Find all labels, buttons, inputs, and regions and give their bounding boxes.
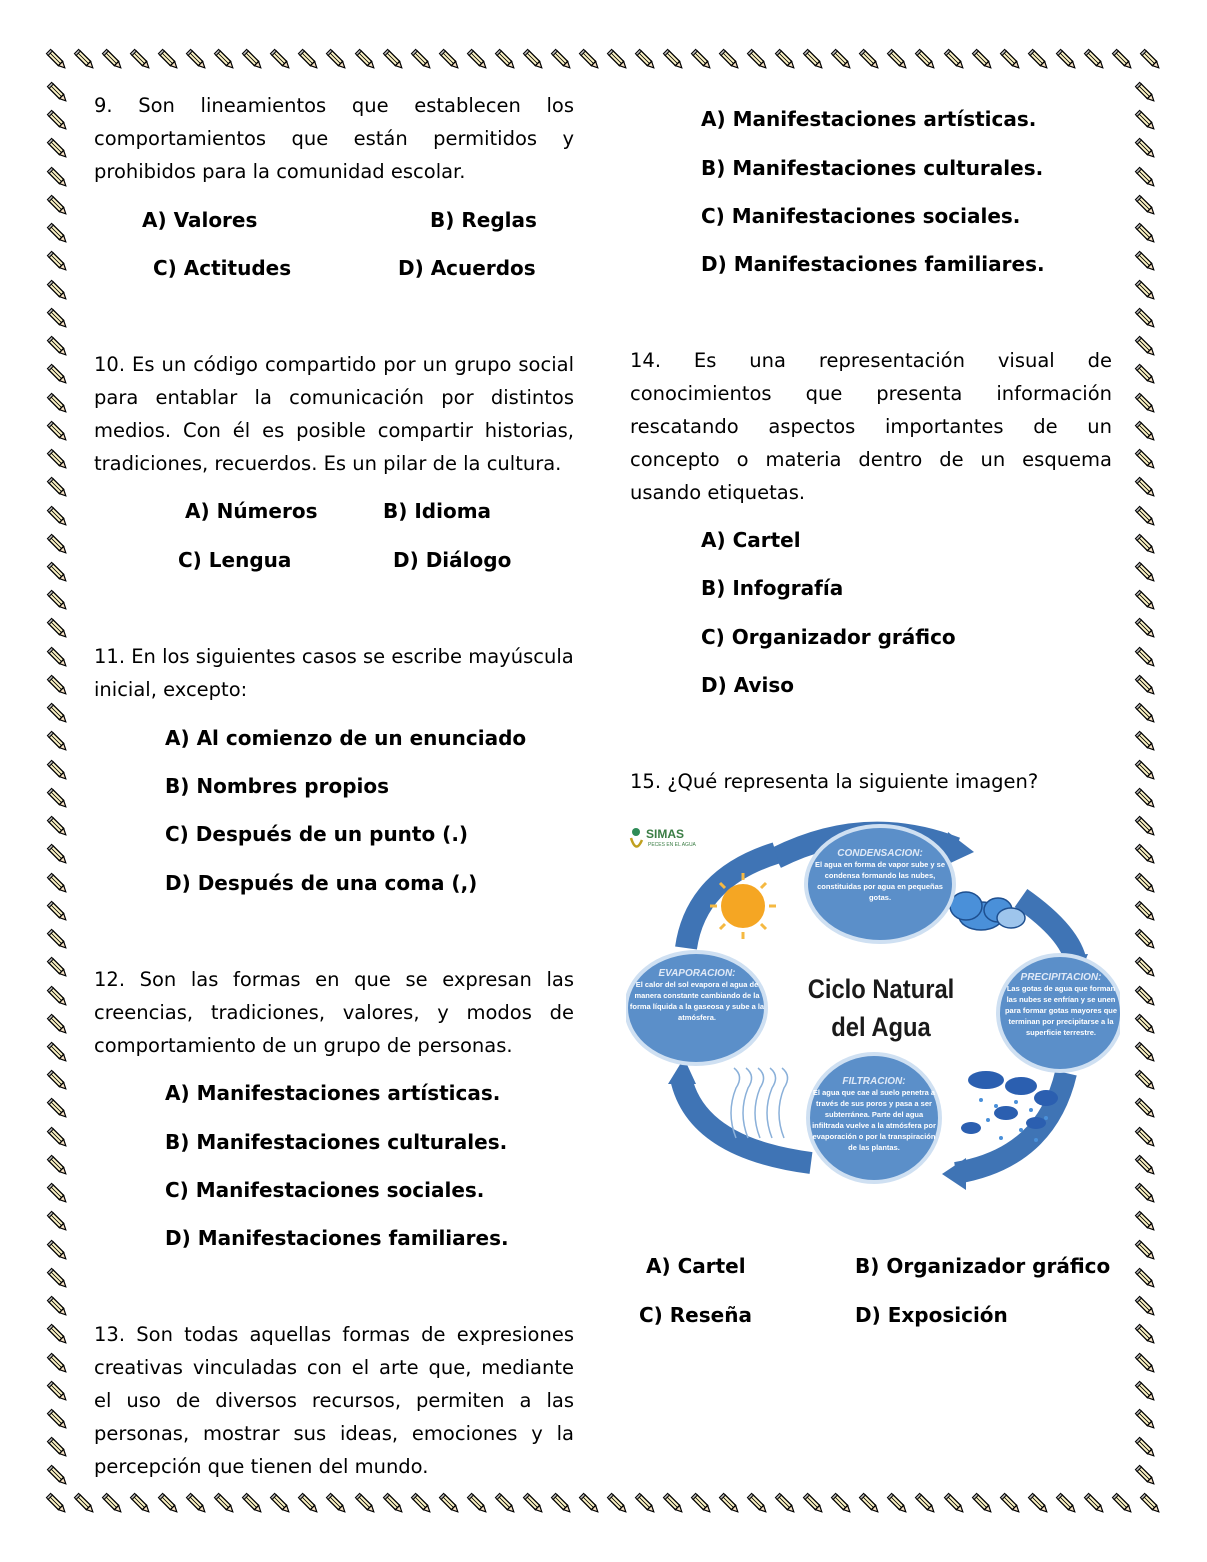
pencil-icon <box>1133 334 1159 360</box>
pencil-icon <box>1133 1040 1159 1066</box>
pencil-icon <box>493 47 519 73</box>
pencil-icon <box>1133 955 1159 981</box>
pencil-icon <box>45 136 71 162</box>
pencil-icon <box>689 1491 715 1517</box>
evaporacion-title: EVAPORACION: <box>658 968 736 979</box>
pencil-icon <box>1133 362 1159 388</box>
pencil-icon <box>1133 1407 1159 1433</box>
pencil-icon <box>970 1491 996 1517</box>
pencil-icon <box>577 1491 603 1517</box>
pencil-icon <box>296 47 322 73</box>
pencil-icon <box>437 1491 463 1517</box>
pencil-icon <box>72 47 98 73</box>
pencil-icon <box>100 47 126 73</box>
pencil-icon <box>1133 645 1159 671</box>
pencil-icon <box>240 1491 266 1517</box>
question-12-option-a[interactable]: A) Manifestaciones artísticas. <box>165 1081 501 1105</box>
pencil-icon <box>1133 80 1159 106</box>
pencil-icon <box>1133 1351 1159 1377</box>
pencil-icon <box>1133 1238 1159 1264</box>
pencil-icon <box>45 984 71 1010</box>
pencil-icon <box>45 1125 71 1151</box>
pencil-icon <box>465 47 491 73</box>
pencil-icon <box>745 1491 771 1517</box>
pencil-icon <box>1133 814 1159 840</box>
pencil-icon <box>1133 927 1159 953</box>
pencil-icon <box>998 1491 1024 1517</box>
pencil-icon <box>72 1491 98 1517</box>
pencil-icon <box>45 673 71 699</box>
pencil-icon <box>1133 306 1159 332</box>
condensacion-label <box>810 848 950 903</box>
pencil-icon <box>745 47 771 73</box>
water-cycle-figure <box>626 818 1120 1190</box>
pencil-border-left <box>44 80 72 1490</box>
pencil-icon <box>913 1491 939 1517</box>
question-9-text: 9. Son lineamientos que establecen los comportamientos que están permitidos y prohibidos para la comunidad escolar. <box>94 94 574 183</box>
pencil-icon <box>45 1294 71 1320</box>
pencil-icon <box>465 1491 491 1517</box>
pencil-icon <box>1133 616 1159 642</box>
pencil-icon <box>45 616 71 642</box>
question-10-option-c[interactable]: C) Lengua <box>178 548 292 572</box>
pencil-icon <box>493 1491 519 1517</box>
pencil-icon <box>1133 108 1159 134</box>
pencil-icon <box>45 1012 71 1038</box>
pencil-icon <box>45 1153 71 1179</box>
pencil-icon <box>661 47 687 73</box>
pencil-icon <box>268 1491 294 1517</box>
pencil-icon <box>45 1351 71 1377</box>
pencil-icon <box>689 47 715 73</box>
pencil-icon <box>1133 673 1159 699</box>
pencil-icon <box>1133 758 1159 784</box>
pencil-icon <box>45 927 71 953</box>
pencil-border-top <box>44 46 1164 74</box>
pencil-icon <box>45 80 71 106</box>
pencil-icon <box>45 560 71 586</box>
question-12-option-b[interactable]: B) Manifestaciones culturales. <box>165 1130 508 1154</box>
pencil-icon <box>212 1491 238 1517</box>
pencil-icon <box>45 391 71 417</box>
pencil-icon <box>45 786 71 812</box>
pencil-icon <box>45 278 71 304</box>
pencil-icon <box>45 1068 71 1094</box>
question-13-option-c[interactable]: C) Manifestaciones sociales. <box>701 204 1021 228</box>
question-14-option-d[interactable]: D) Aviso <box>701 673 795 697</box>
pencil-icon <box>1133 1096 1159 1122</box>
pencil-icon <box>45 1322 71 1348</box>
pencil-icon <box>717 47 743 73</box>
question-10-text: 10. Es un código compartido por un grupo social para entablar la comunicación por distintos medios. Con él es posible compartir historias, tradiciones, recuerdos. Es un pilar de la cultura. <box>94 353 574 475</box>
question-10-option-a[interactable]: A) Números <box>185 499 318 523</box>
filtracion-text: El agua que cae al suelo penetra a través de sus poros y pasa a ser subterránea. Parte del agua infiltrada vuelve a la atmósfera por evaporación o por la transpiración de las plantas. <box>812 1088 936 1152</box>
pencil-icon <box>773 47 799 73</box>
question-15-option-a[interactable]: A) Cartel <box>646 1254 746 1278</box>
pencil-icon <box>1133 701 1159 727</box>
question-11-option-c[interactable]: C) Después de un punto (.) <box>165 822 469 846</box>
arrow-head-bottom-right <box>942 1158 966 1190</box>
pencil-icon <box>998 47 1024 73</box>
pencil-icon <box>45 1407 71 1433</box>
pencil-icon <box>1133 1322 1159 1348</box>
question-14-text: 14. Es una representación visual de conocimientos que presenta información rescatando aspectos importantes de un concepto o materia dentro de un esquema usando etiquetas. <box>630 349 1112 504</box>
pencil-icon <box>1133 447 1159 473</box>
pencil-icon <box>1026 47 1052 73</box>
pencil-icon <box>1133 419 1159 445</box>
pencil-icon <box>45 362 71 388</box>
evaporacion-label <box>628 968 766 1023</box>
pencil-icon <box>1133 193 1159 219</box>
pencil-icon <box>45 504 71 530</box>
pencil-icon <box>381 1491 407 1517</box>
pencil-icon <box>1133 391 1159 417</box>
pencil-icon <box>549 47 575 73</box>
pencil-icon <box>45 221 71 247</box>
pencil-icon <box>381 47 407 73</box>
pencil-icon <box>829 1491 855 1517</box>
pencil-icon <box>45 955 71 981</box>
question-14-option-a[interactable]: A) Cartel <box>701 528 801 552</box>
pencil-icon <box>156 47 182 73</box>
pencil-icon <box>353 1491 379 1517</box>
pencil-icon <box>45 871 71 897</box>
pencil-icon <box>128 47 154 73</box>
filtracion-title: FILTRACION: <box>842 1076 906 1087</box>
pencil-icon <box>1133 475 1159 501</box>
pencil-icon <box>1110 47 1136 73</box>
pencil-icon <box>45 249 71 275</box>
pencil-icon <box>45 447 71 473</box>
pencil-icon <box>296 1491 322 1517</box>
cloud-icon <box>950 892 1025 930</box>
question-13-option-d[interactable]: D) Manifestaciones familiares. <box>701 252 1045 276</box>
pencil-icon <box>942 47 968 73</box>
pencil-icon <box>409 47 435 73</box>
pencil-icon <box>184 47 210 73</box>
pencil-icon <box>1133 560 1159 586</box>
pencil-icon <box>1133 278 1159 304</box>
pencil-icon <box>661 1491 687 1517</box>
question-15-option-c[interactable]: C) Reseña <box>639 1303 752 1327</box>
logo-subtext: PECES EN EL AGUA <box>648 842 696 848</box>
question-9-option-d[interactable]: D) Acuerdos <box>398 256 536 280</box>
pencil-icon <box>45 758 71 784</box>
pencil-icon <box>1133 729 1159 755</box>
pencil-icon <box>45 899 71 925</box>
question-10-option-d[interactable]: D) Diálogo <box>393 548 512 572</box>
pencil-icon <box>1133 1153 1159 1179</box>
precipitacion-title: PRECIPITACION: <box>1020 972 1102 983</box>
question-14-option-b[interactable]: B) Infografía <box>701 576 844 600</box>
pencil-icon <box>801 1491 827 1517</box>
pencil-icon <box>324 1491 350 1517</box>
pencil-icon <box>1133 1209 1159 1235</box>
pencil-icon <box>1082 1491 1108 1517</box>
pencil-icon <box>45 701 71 727</box>
question-13-option-a[interactable]: A) Manifestaciones artísticas. <box>701 107 1037 131</box>
pencil-icon <box>857 47 883 73</box>
precipitacion-label <box>1002 972 1120 1038</box>
pencil-icon <box>1133 532 1159 558</box>
pencil-border-bottom <box>44 1490 1164 1518</box>
pencil-icon <box>128 1491 154 1517</box>
question-11-option-d[interactable]: D) Después de una coma (,) <box>165 871 478 895</box>
pencil-icon <box>913 47 939 73</box>
question-15-text: 15. ¿Qué representa la siguiente imagen? <box>630 770 1039 793</box>
pencil-icon <box>45 729 71 755</box>
pencil-icon <box>45 108 71 134</box>
pencil-icon <box>45 1435 71 1461</box>
arrow-right <box>1021 898 1076 963</box>
pencil-icon <box>1133 249 1159 275</box>
pencil-icon <box>156 1491 182 1517</box>
pencil-icon <box>45 842 71 868</box>
condensacion-title: CONDENSACION: <box>837 848 923 859</box>
pencil-icon <box>633 47 659 73</box>
question-13-option-b[interactable]: B) Manifestaciones culturales. <box>701 156 1044 180</box>
pencil-icon <box>633 1491 659 1517</box>
precipitacion-text: Las gotas de agua que forman las nubes se enfrían y se unen para formar gotas mayores que terminan por precipitarse a la superficie terrestre. <box>1004 984 1118 1037</box>
pencil-icon <box>549 1491 575 1517</box>
pencil-icon <box>773 1491 799 1517</box>
pencil-icon <box>1133 504 1159 530</box>
question-11-option-b[interactable]: B) Nombres propios <box>165 774 390 798</box>
pencil-icon <box>605 1491 631 1517</box>
pencil-icon <box>45 1463 71 1489</box>
pencil-icon <box>1110 1491 1136 1517</box>
pencil-icon <box>521 47 547 73</box>
condensacion-text: El agua en forma de vapor sube y se condensa formando las nubes, constituidas por agua en pequeñas gotas. <box>814 860 946 902</box>
pencil-icon <box>1133 221 1159 247</box>
question-12-text: 12. Son las formas en que se expresan las creencias, tradiciones, valores, y modos de comportamiento de un grupo de personas. <box>94 968 574 1057</box>
leaf-icon <box>628 826 644 852</box>
logo-text: SIMAS <box>646 827 685 841</box>
pencil-icon <box>1133 1181 1159 1207</box>
pencil-icon <box>44 1491 70 1517</box>
pencil-icon <box>1133 1294 1159 1320</box>
pencil-icon <box>437 47 463 73</box>
question-9-option-a[interactable]: A) Valores <box>142 208 258 232</box>
pencil-icon <box>1133 136 1159 162</box>
pencil-icon <box>45 532 71 558</box>
pencil-icon <box>45 306 71 332</box>
arrow-bottom-left <box>681 1078 811 1163</box>
pencil-icon <box>240 47 266 73</box>
question-11-option-a[interactable]: A) Al comienzo de un enunciado <box>165 726 527 750</box>
question-15-option-d[interactable]: D) Exposición <box>855 1303 1008 1327</box>
pencil-icon <box>184 1491 210 1517</box>
pencil-icon <box>1054 1491 1080 1517</box>
question-10-option-b[interactable]: B) Idioma <box>383 499 492 523</box>
pencil-icon <box>45 1040 71 1066</box>
pencil-icon <box>45 1238 71 1264</box>
diagram-title-line2: del Agua <box>831 1012 931 1042</box>
question-9-option-c[interactable]: C) Actitudes <box>153 256 292 280</box>
question-11-text: 11. En los siguientes casos se escribe mayúscula inicial, excepto: <box>94 645 574 701</box>
pencil-icon <box>1133 1463 1159 1489</box>
pencil-icon <box>970 47 996 73</box>
pencil-icon <box>45 334 71 360</box>
pencil-icon <box>353 47 379 73</box>
pencil-icon <box>1138 1491 1164 1517</box>
pencil-icon <box>1026 1491 1052 1517</box>
pencil-icon <box>45 588 71 614</box>
question-12-option-c[interactable]: C) Manifestaciones sociales. <box>165 1178 485 1202</box>
pencil-icon <box>1133 871 1159 897</box>
pencil-icon <box>45 1181 71 1207</box>
diagram-title <box>802 970 960 1046</box>
pencil-icon <box>1138 47 1164 73</box>
pencil-icon <box>409 1491 435 1517</box>
pencil-icon <box>1133 588 1159 614</box>
pencil-icon <box>829 47 855 73</box>
pencil-icon <box>942 1491 968 1517</box>
pencil-icon <box>885 47 911 73</box>
pencil-icon <box>521 1491 547 1517</box>
pencil-icon <box>1133 842 1159 868</box>
pencil-icon <box>857 1491 883 1517</box>
question-12-option-d[interactable]: D) Manifestaciones familiares. <box>165 1226 509 1250</box>
pencil-icon <box>1133 1125 1159 1151</box>
pencil-icon <box>1133 165 1159 191</box>
pencil-icon <box>45 1096 71 1122</box>
pencil-icon <box>885 1491 911 1517</box>
pencil-icon <box>1082 47 1108 73</box>
pencil-icon <box>1133 1266 1159 1292</box>
evaporacion-text: El calor del sol evapora el agua de manera constante cambiando de la forma líquida a la gaseosa y sube a la atmósfera. <box>629 980 765 1022</box>
pencil-icon <box>45 1379 71 1405</box>
pencil-icon <box>45 475 71 501</box>
pencil-icon <box>324 47 350 73</box>
question-13-text: 13. Son todas aquellas formas de expresiones creativas vinculadas con el arte que, mediante el uso de diversos recursos, permiten a las personas, mostrar sus ideas, emociones y la percepción que tienen del mundo. <box>94 1323 574 1478</box>
pencil-icon <box>717 1491 743 1517</box>
pencil-icon <box>605 47 631 73</box>
pencil-icon <box>1133 1379 1159 1405</box>
pencil-icon <box>45 419 71 445</box>
pencil-icon <box>1133 1068 1159 1094</box>
pencil-icon <box>45 645 71 671</box>
pencil-icon <box>577 47 603 73</box>
pencil-icon <box>45 165 71 191</box>
filtracion-label <box>812 1076 936 1153</box>
pencil-icon <box>801 47 827 73</box>
evaporation-arrows-icon <box>731 1068 788 1138</box>
pencil-icon <box>45 1266 71 1292</box>
pencil-icon <box>45 1209 71 1235</box>
question-9-option-b[interactable]: B) Reglas <box>430 208 537 232</box>
pencil-border-right <box>1132 80 1160 1490</box>
pencil-icon <box>45 814 71 840</box>
pencil-icon <box>1133 1435 1159 1461</box>
simas-logo <box>626 824 706 854</box>
pencil-icon <box>1133 899 1159 925</box>
question-15-option-b[interactable]: B) Organizador gráfico <box>855 1254 1111 1278</box>
diagram-title-line1: Ciclo Natural <box>807 974 955 1004</box>
pencil-icon <box>212 47 238 73</box>
pencil-icon <box>44 47 70 73</box>
pencil-icon <box>1054 47 1080 73</box>
pencil-icon <box>45 193 71 219</box>
pencil-icon <box>1133 1012 1159 1038</box>
pencil-icon <box>1133 786 1159 812</box>
pencil-icon <box>268 47 294 73</box>
pencil-icon <box>100 1491 126 1517</box>
pencil-icon <box>1133 984 1159 1010</box>
question-14-option-c[interactable]: C) Organizador gráfico <box>701 625 956 649</box>
